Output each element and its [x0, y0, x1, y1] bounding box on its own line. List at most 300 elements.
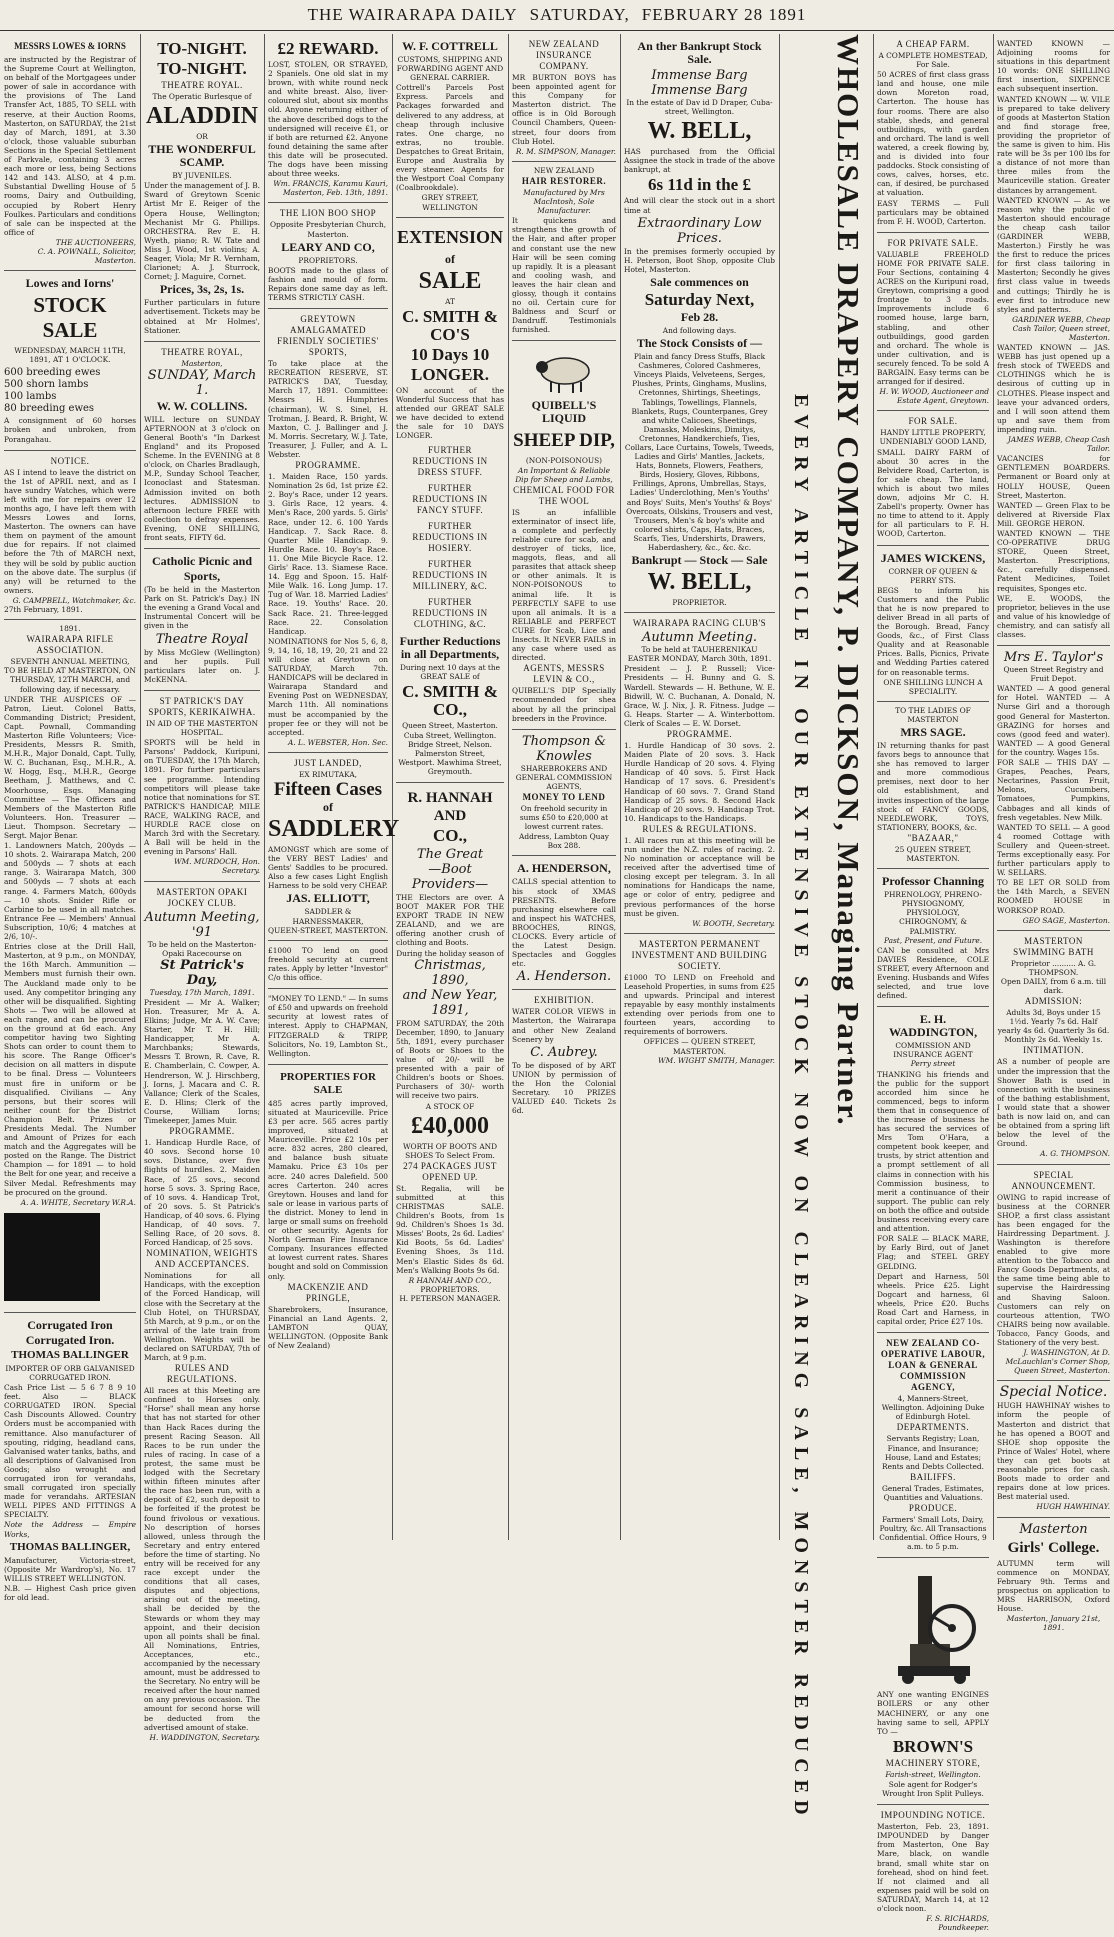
thompson-knowles-ad: [512, 730, 616, 857]
ad-heading: Immense Barg: [651, 68, 748, 83]
ad-signature: HUGH HAWHINAY.: [1036, 1502, 1110, 1512]
ad-heading: A. HENDERSON,: [517, 861, 611, 876]
ad-body: £1000 TO LEND on Freehold and Leasehold Properties, in sums from £25 and upwards. Principal and interest repayable by easy monthly instalments extending over periods from one to fourteen years, according to requirements of borrowers.: [624, 972, 775, 1037]
ink-blot: [4, 1213, 100, 1301]
ad-body: 1. Hurdle Handicap of 30 sovs. 2. Maiden Plate of 20 sovs. 3. Hack Hurdle Handicap of 20 sovs. 4. Flying Handicap of 40 sovs. 5. First Hack Handicap of 17 sovs. 6. President's Handicap of 60 sovs. 7. Grand Stand Handicap of 25 sovs. 8. Second Hack Handicap of 20 sovs. 9. Handicap Trot. 10. Handicaps to the Handicaps.: [624, 741, 775, 823]
ad-subheading: Masterton,: [181, 358, 223, 368]
cheap-farm-ad: [877, 34, 989, 233]
extension-sale-ad: [396, 218, 504, 783]
ad-heading: SADDLERY: [268, 816, 400, 842]
column-4: [392, 34, 508, 1540]
lowes-iorns-sale-ad: [4, 34, 136, 271]
ad-signature: H. PETERSON MANAGER.: [399, 1293, 501, 1303]
ad-subheading: IN AID OF THE MASTERTON HOSPITAL.: [145, 718, 259, 738]
ad-subheading: EX RIMUTAKA,: [298, 769, 358, 779]
ad-heading: PROPERTIES FOR SALE: [280, 1070, 376, 1096]
ad-subheading: The Operatic Burlesque of: [152, 92, 252, 101]
bankrupt-stock-ad: [624, 34, 775, 613]
ad-subheading: DEPARTMENTS.: [896, 1422, 970, 1433]
ad-body: FOR SALE — THIS DAY — Grapes, Peaches, Pears, Nectarines, Passion Fruit, Melons, Cucumbers, Tomatoes, Pumpkins, Cabbages and all kinds of fresh vegetables. New Milk.: [997, 758, 1110, 822]
browns-machinery-ad: [877, 1558, 989, 1805]
ad-signature: JAMES WEBB, Cheap Cash Tailor.: [1007, 435, 1110, 454]
ad-heading: Autumn Meeting, '91: [144, 909, 260, 940]
ad-heading: TO-NIGHT.: [157, 59, 247, 78]
masthead-date: FEBRUARY 28 1891: [641, 5, 807, 24]
ad-heading: E. H. WADDINGTON,: [888, 1012, 978, 1040]
ad-heading: The Great: [416, 847, 484, 862]
ad-body: Under the management of J. B. Sward of Greytown Scenic Artist Mr E. Reiger of the Opera House, Wellington; Mechanist Mr G. Phillips. ORCHESTRA. Rev E. H. Wyeth, piano; R. W. Tate and Miss J. Wood, 1st violins; A. Seager, Viola; Mr R. Vernham, Clarionet; A. J. Sturrock, Cornet; J. Maguire, Cornet.: [144, 181, 260, 282]
hair-restorer-ad: [512, 162, 616, 342]
ad-body: WANTED — Green Flax to be delivered at Riverside Flax Mill. GEORGE HERON.: [997, 500, 1110, 528]
ad-date: EASTER MONDAY, March 30th, 1891.: [627, 654, 772, 664]
ad-heading: TO-NIGHT.: [157, 39, 247, 58]
ad-body: are instructed by the Registrar of the Supreme Court at Wellington, on behalf of the Mortgagees under power of sale in accordance with the provisions of The Land Transfer Act, 1885, TO SELL with reserve, at their Auction Rooms, Masterton, on SATURDAY, the 21st day of March, 1891, at 3.30 o'clock, those valuable suburban Sections in the Special Settlement of Parkvale, containing 3 acres each more or less, being Sections 142 and 143. ALSO, at 4 p.m. Substantial Dwelling House of 5 rooms, Dairy and Outbuilding, occupied by Robert Henry Foulkes. Particulars and conditions of sale can be inspected at the office of: [4, 55, 137, 237]
ad-heading: Girls' College.: [1007, 1539, 1100, 1556]
ad-heading: C. SMITH & CO'S: [402, 306, 498, 344]
ad-body: TO BE LET OR SOLD from the 14th March, a SEVEN ROOMED HOUSE in WORKSOP ROAD.: [997, 878, 1110, 915]
ad-heading: THEATRE ROYAL,: [161, 346, 243, 357]
ad-subheading: INTIMATION.: [1023, 1045, 1084, 1056]
vertical-banner-secondary: [779, 34, 823, 1822]
ad-body: To take place at the RECREATION RESERVE, ST. PATRICK'S DAY, Tuesday, March 17, 1891. Committee: Messrs H. Humphries (chairman), W. S. Sinel, H. Trotman, J. Beard, R. Bright, W. Maxton, C. J. Ballinger and J. M. Morris. Secretary, W. J. Tate, Treasurer, J. Fuller, and A. L. Webster.: [268, 359, 388, 459]
ad-subheading: PROGRAMME.: [169, 1126, 235, 1137]
ad-body: HAS purchased from the Official Assignee the stock in trade of the above bankrupt, at: [624, 147, 775, 175]
ad-heading: —Boot Providers—: [411, 862, 489, 892]
ad-heading: of: [323, 800, 333, 814]
ad-subheading: PROPRIETORS.: [298, 255, 358, 265]
column-2: [140, 34, 264, 1742]
nz-insurance-ad: [512, 34, 616, 162]
ad-heading: EXTENSION: [396, 226, 504, 247]
ad-subheading: And following days.: [662, 325, 737, 335]
ad-signature: H. W. WOOD, Auctioneer and Estate Agent, Greytown.: [879, 387, 989, 406]
ad-body: On freehold security in sums £50 to £20,000 at lowest current rates.: [519, 803, 609, 832]
professor-channing-ad: [877, 869, 989, 1007]
money-to-lend-ad: [268, 989, 388, 1065]
ad-body: NOMINATIONS for Nos 5, 6, 8, 9, 14, 16, 18, 19, 20, 21 and 22 will close at Greytown on SATURDAY, March 7th. HANDICAPS will be declared in Wairarapa Standard and Evening Post on WEDNESDAY, March 11th. All nominations must be accompanied by the proper fee or they will not be accepted.: [268, 636, 388, 737]
ad-body: 1. Landowners Match, 200yds — 10 shots. 2. Wairarapa Match, 200 and 500yds — 7 shots at each range. 3. Wairarapa Match, 300 and 500yds — 7 shots at each range. 4. Farmers Match, 600yds — 10 shots. Snider Rifle or Carbine to be used in all matches. Entrance Fee — Members' Annual Subscription, 10/6; 4 matches at 2/6, 10/-.: [4, 841, 136, 942]
ad-address: 4, Manners-Street, Wellington. Adjoining Duke of Edinburgh Hotel.: [881, 1394, 985, 1422]
stock-sale-ad: [4, 271, 136, 450]
ad-body: 485 acres partly improved, situated at Mauriceville. Price £3 per acre. 565 acres partly improved, situated at Mauriceville. Price £2 10s per acre. 832 acres, 280 cleared, and balance bush situate Mamaku. Price £3 10s per acre. 240 acres Dalefield. 500 acres Carterton. 240 acres Greytown. Houses and land for sale or lease in various parts of the district. Money to lend in large or small sums on freehold or other security. Agents for North German Fire Insurance Company. Insurances effected at lowest current rates. Shares bought and sold on Commission only.: [268, 1098, 388, 1281]
ad-heading: MRS SAGE.: [900, 725, 966, 739]
ad-heading: R. HANNAH AND: [407, 790, 493, 824]
ad-subheading: During next 10 days at the GREAT SALE of: [399, 663, 501, 682]
girls-college-ad: [997, 1518, 1110, 1638]
ad-body: FOR SALE — BLACK MARE, by Early Bird, out of Janet Flag; and STEEL GREY GELDING.: [877, 1234, 989, 1271]
ad-subheading: Open DAILY, from 6 a.m. till dark.: [1000, 976, 1107, 995]
ad-body: VACANCIES for GENTLEMEN BOARDERS. Permanent or Board only at HOLLY HOUSE, Queen Street, Masterton.: [997, 454, 1110, 500]
ad-heading: THE WONDERFUL SCAMP.: [148, 142, 256, 170]
ad-body: IN returning thanks for past favors begs to announce that she has removed to larger and more commodious premises, next door to her old establishment, and invites inspection of the large stock of FANCY GOODS, NEEDLEWORK, TOYS, STATIONERY, BOOKS, &c.: [877, 741, 989, 832]
ad-heading: EXHIBITION.: [534, 995, 594, 1006]
ad-body: Cottrell's Parcels Post Express. Parcels and Packages forwarded and delivered to any address, at cheap through inclusive rates. One charge, no extras, no trouble. Despatches to Great Britain, Europe and Australia by every steamer. Agents for the Westport Coal Company (Coalbrookdale).: [396, 83, 504, 193]
vertical-text: WHOLESALE DRAPERY COMPANY, P. DICKSON, Managing Partner.: [831, 34, 866, 1127]
ad-body: A consignment of 60 horses broken and unbroken, from Porangahau.: [4, 416, 136, 444]
ad-date: Tuesday, 17th March, 1891.: [149, 987, 255, 997]
greytown-sports-ad: [268, 309, 388, 753]
ad-subheading: HANDY LITTLE PROPERTY,: [880, 428, 986, 438]
ad-subheading: To be held at TAUHERENIKAU: [641, 645, 758, 655]
ad-signature: A. A. WHITE, Secretary W.R.A.: [20, 1197, 136, 1207]
ad-heading: SUNDAY, March 1.: [147, 367, 257, 398]
mrs-sage-ad: [877, 702, 989, 869]
ad-heading: Corrugated Iron: [27, 1317, 113, 1332]
ad-body: ON account of the Wonderful Success that has attended our GREAT SALE we have decided to extend the sale for 10 DAYS LONGER.: [396, 385, 504, 441]
ad-signature: GEO SAGE, Masterton.: [1022, 915, 1110, 925]
ad-heading: Special Notice.: [999, 1384, 1108, 1401]
ad-body: VALUABLE FREEHOLD HOME FOR PRIVATE SALE. Four Sections, containing 4 ACRES on the Kuripuni road, Greytown, comprising a good frontage to 3 roads. Improvements include 6 roomed house, large barn, stabling, and other outbuildings, good garden and orchard. The whole is under cultivation, and is securely fenced. To be sold A BARGAIN. Easy terms can be arranged for if desired.: [877, 249, 989, 387]
ad-heading: An ther Bankrupt Stock Sale.: [637, 39, 762, 66]
ad-heading: NEW ZEALAND INSURANCE COMPANY.: [528, 39, 600, 71]
ad-body: WANTED — A good general for Hotel. WANTED — A Nurse Girl and a thorough good General for Masterton. GRAZING for horses and cows (good feed and water). WANTED — A good General for the country. Wages 15s.: [997, 684, 1110, 757]
ad-signature: Wm. FRANCIS, Karamu Kauri, Masterton, Feb. 13th, 1891.: [273, 179, 388, 198]
ad-body: Further particulars in future advertisement. Tickets may be obtained at Mr Holmes', Stationer.: [144, 298, 260, 335]
ad-heading: STOCK SALE: [33, 293, 107, 343]
ad-heading: JAMES WICKENS,: [880, 550, 986, 565]
ad-body: WANTED KNOWN — JAS. WEBB has just opened up a fresh stock of TWEEDS and CLOTHINGS which he is desirous of cutting up in CLOTHES. Please inspect and leave your advanced orders, and I will soon attend them up and save them from impending ruin.: [997, 343, 1110, 434]
ad-subheading: ADMISSION:: [1024, 996, 1083, 1007]
nz-cooperative-ad: [877, 1333, 989, 1558]
cottrell-ad: [396, 34, 504, 218]
ad-body: Farmers' Small Lots, Dairy, Poultry, &c. All Transactions Confidential. Office Hours, 9 a.m. to 5 p.m.: [879, 1515, 987, 1552]
ad-body: CALLS special attention to his stock of XMAS PRESENTS. Before purchasing elsewhere call and inspect his WATCHES, BROOCHES, RINGS, CLOCKS. Every article of the Latest Design. Spectacles and Goggles etc.: [512, 877, 616, 969]
ad-body: 50 ACRES of first class grass land and house, one mile down Moreton road, Carterton. The house has four rooms. There are also stable, sheds, and general outbuildings, with garden and orchard. The land is well watered, a creek flowing by, and is divided into four paddocks. Stock consisting of cows, calves, horses, etc. can, if desired, be purchased at valuation.: [877, 70, 989, 198]
ad-body: All races at this Meeting are confined to Horses only. "Horse" shall mean any horse that has not started for other than Hack Races during the present Racing Season. All Races to be run under the rules of racing. In case of a protest, the same must be lodged with the Secretary within fifteen minutes after the race has been run, with a deposit of £2, such deposit to be forfeited if the protest be found frivolous or vexatious. No description of horses allowed, unless through the Secretary and entry entered before the time of starting. No entry will be received for any race except under the conditions that all cases, disputes and objections, arising out of the meeting, shall be decided by the Stewards or whom they may appoint, and their decision upon all points shall be final. All Nominations, Entries, Acceptances, etc., accompanied by the necessary amount, must be addressed to the Secretary. No entry will be received after the hour named on any previous occasion. The amount for second horse will be deducted from the advertised amount of stake.: [144, 1386, 260, 1732]
ad-address: Queen Street, Masterton. Cuba Street, Wellington. Bridge Street, Nelson. Palmerston Street, Westport. Mawhima Street, Greymouth.: [398, 721, 502, 776]
ad-heading: Extraordinary Low Prices.: [637, 215, 762, 246]
column-9: [993, 34, 1114, 1633]
ad-subheading: CORNER OF QUEEN & PERRY STS.: [888, 566, 978, 585]
wanted-ads: [997, 34, 1110, 646]
ad-heading: MONEY TO LEND: [522, 791, 606, 802]
ad-heading: Autumn Meeting.: [641, 630, 758, 646]
ad-subheading: Manufactured by Mrs MacIntosh, Sole Manufacturer.: [523, 187, 605, 216]
ad-body: St. Regalia, will be submitted at this CHRISTMAS SALE. Children's Boots, from 1s 9d. Children's Shoes 1s 3d. Misses' Boots, 2s 6d. Ladies' Kid Boots, 5s 6d. Ladies' Evening Shoes, 3s 11d. Men's Elastic Sides 8s 6d. Men's Walking Boots 9s 6d.: [396, 1183, 504, 1275]
wickens-bakery-ad: [877, 546, 989, 702]
impounding-notice-ad: [877, 1805, 989, 1937]
ad-body: In the premises formerly occupied by H. Peterson, Boot Shop, opposite Club Hotel, Masterton.: [624, 246, 775, 274]
ad-subheading: Queen Street Registry and Fruit Depot.: [1003, 665, 1104, 684]
ad-heading: Mrs E. Taylor's: [1003, 650, 1104, 666]
ad-subheading: In the estate of Dav id D Draper, Cuba-street, Wellington.: [626, 98, 773, 117]
ad-heading: W. BELL,: [647, 118, 752, 145]
ad-subheading: SEVENTH ANNUAL MEETING, TO BE HELD AT MASTERTON, ON THURSDAY, 12TH MARCH, and following day, if necessary.: [4, 657, 136, 694]
ad-heading: MACKENZIE AND PRINGLE,: [287, 1281, 369, 1303]
reduction-line: FURTHER REDUCTIONS IN FANCY STUFF.: [412, 483, 488, 516]
building-society-ad: [624, 934, 775, 1070]
ad-heading: Saturday Next,: [644, 289, 755, 309]
ad-heading: CO.,: [433, 826, 467, 845]
ad-heading: SPECIAL ANNOUNCEMENT.: [1011, 1169, 1096, 1191]
ad-subheading: An Important & Reliable Dip for Sheep and Lambs,: [515, 465, 613, 484]
ad-subheading: AGENTS, MESSRS LEVIN & CO.,: [523, 663, 605, 685]
ad-body: N.B. — Highest Cash price given for old lead.: [4, 1583, 136, 1602]
ad-body: IS an infallible exterminator of insect life, a complete and perfectly reliable cure for scab, and destroyer of ticks, lice, maggots, fleas, and all parasites that attack sheep or other animals. It is NON-POISONOUS to animal life. It is PERFECTLY SAFE to use upon all animals. It is a RELIABLE and PERFECT CURE for Scab, Lice and Insects. It NEVER FAILS in any case where used as directed.: [512, 507, 616, 663]
steam-engine-illustration: [888, 1566, 978, 1686]
column-3: [264, 34, 400, 1540]
ad-heading: C. Aubrey.: [530, 1044, 598, 1060]
stock-line: 500 shorn lambs: [4, 379, 89, 391]
ad-heading: MASTERTON OPAKI JOCKEY CLUB.: [156, 886, 248, 908]
ad-signature: G. CAMPBELL, Watchmaker, &c.: [12, 595, 136, 605]
ad-heading: IMPOUNDING NOTICE.: [880, 1810, 986, 1821]
ad-body: "MONEY TO LEND." — In sums of £50 and upwards on freehold security at lowest rates of interest. Apply to CHAPMAN, FITZGERALD & TRIPP, Solicitors, No. 19, Lambton St., Wellington.: [268, 994, 388, 1058]
ad-body: To be disposed of by ART UNION by permission of the Hon the Colonial Secretary. 10 PRIZES VALUED £40. Tickets 2s 6d.: [512, 1060, 616, 1116]
ad-subheading: Proprietor .......... A. G. THOMPSON.: [1010, 958, 1097, 977]
ad-body: President — Mr A. Walker; Hon. Treasurer, Mr A. A. Elkins; Judge, Mr A. W. Cave; Starter, Mr T. H. Hill; Handicapper, Mr A. Marchbanks; Stewards, Messrs T. Brown, R. Cave, R. E. Chamberlain, C. Cowper, A. Hendrerson, W. J. Hirschberg, J. Iorns, J. Macara and C. R. Vallance; Clerk of the Scales, E. D. Hlins; Clerk of the Course, William Iorns; Timekeeper, James Muir.: [144, 997, 260, 1126]
ad-heading: NEW ZEALAND CO-OPERATIVE LABOUR, LOAN & GENERAL COMMISSION AGENCY,: [880, 1338, 986, 1393]
ad-heading: The Stock Consists of —: [636, 336, 763, 351]
ad-heading: "BAZAAR,": [907, 832, 959, 843]
stock-line: 600 breeding ewes: [4, 367, 101, 379]
ad-signature: C. A. POWNALL, Solicitor, Masterton.: [37, 246, 136, 266]
ad-heading: Bankrupt — Stock — Sale: [631, 553, 768, 568]
ad-subheading: ONE SHILLING LUNCH A SPECIALITY.: [883, 677, 983, 696]
ad-body: Sole agent for Rodger's Wrought Iron Split Pulleys.: [882, 1779, 984, 1799]
ad-body: FROM SATURDAY, the 20th December, 1890, to January 5th, 1891, every purchaser of Boots or Shoes to the value of 20/- will be presented with a pair of Children's boots or Shoes. Purchasers of 30/- worth will receive two pairs.: [396, 1018, 504, 1101]
ad-date: 27th February, 1891.: [4, 605, 83, 615]
waddington-ad: [877, 1007, 989, 1333]
ad-heading: Corrugated Iron.: [25, 1332, 115, 1347]
ad-body: AUTUMN term will commence on MONDAY, February 9th. Terms and prospectus on application to MRS HARRISON, Oxford House.: [997, 1558, 1110, 1613]
ad-body: And will clear the stock out in a short time at: [624, 196, 775, 215]
corrugated-iron-ad: [4, 1313, 136, 1608]
column-6: [620, 34, 779, 1540]
saddlery-ad: [268, 753, 400, 941]
ad-subheading: IMPORTER OF ORB GALVANISED CORRUGATED IRON.: [5, 1363, 135, 1382]
ad-heading: Sale commences on: [650, 274, 749, 289]
ad-body: THE Electors are over. A BOOT MAKER FOR THE EXPORT TRADE IN NEW ZEALAND, and we are offering another crush of clothing and Boots.: [396, 893, 504, 948]
ad-subheading: PHRENOLOGY, PHRENO-PHYSIOGNOMY, PHYSIOLOGY, CHIROGNOMY, & PALMISTRY.: [884, 890, 982, 936]
ad-heading: C. SMITH & CO.,: [402, 682, 498, 720]
ad-body: by Miss McGlew (Wellington) and her pupils. Full particulars later on. J. McKENNA.: [144, 647, 260, 684]
ad-body: (To be held in the Masterton Park on St. Patrick's Day.) IN the evening a Grand Vocal and Instrumental Concert will be given in the: [144, 585, 260, 631]
hannah-boots-ad: [396, 783, 504, 1308]
ad-body: BEGS to inform his Customers and the Public that he is now prepared to deliver Bread in all parts of the Borough. Bread, Fancy Goods, &c., of First Class Quality and at Reasonable Prices. Balls, Picnics, Private and Wedding Parties catered for on reasonable terms.: [877, 585, 989, 677]
ad-address: Address, Lambton Quay Box 288.: [519, 832, 609, 851]
ad-subheading: PROPRIETOR.: [672, 598, 727, 608]
ad-body: £1000 TO lend on good freehold security at current rates. Apply by letter "Investor" C/o this office.: [268, 945, 388, 983]
ad-body: AS I intend to leave the district on the 1st of APRIL next, and as I have sundry Watches, which were left with me for repairs over 12 months ago, I have left them with Messrs Lowes and Iorns, Masterton. The owners can have them on payment of the amount due for repairs. If not claimed before the 7th of MARCH next, they will be sold by public auction on the above date. The surplus (if any) will be returned to the owners.: [4, 467, 136, 595]
ad-heading: A CHEAP FARM.: [896, 39, 970, 49]
ad-heading: W. W. COLLINS.: [156, 398, 248, 413]
reduction-line: FURTHER REDUCTIONS IN DRESS STUFF.: [412, 445, 488, 478]
ad-body: 1. Handicap Hurdle Race, of 40 sovs. Second horse 10 sovs. Distance, over five flights of hurdles. 2. Maiden Race, of 25 sovs., second horse 5 sovs. 3. Spring Race, of 10 sovs. 4. Handicap Trot, of 20 sovs. 5. St Patrick's Handicap, of 40 sovs. 6. Flying Handicap, of 40 sovs. 7. Selling Race, of 20 sovs. 8. Forced Handicap, of 25 sovs.: [144, 1138, 260, 1248]
catholic-picnic-ad: [144, 549, 260, 691]
ad-body: WILL lecture on SUNDAY AFTERNOON at 3 o'clock on General Booth's "In Darkest England" and its Proposed Scheme. In the EVENING at 8 o'clock, on Charles Bradlaugh, M.P., Sunday School Teacher, Iconoclast and Statesman. Admission invited on both lectures. ADMISSION to afternoon lecture FREE with collection to defray expenses. Evening, ONE SHILLING, front seats, FIFTY 6d.: [144, 414, 260, 542]
ad-heading: Sports,: [183, 569, 221, 584]
ad-subheading: COMMISSION AND INSURANCE AGENT: [893, 1041, 973, 1060]
ad-subheading: UNDENIABLY GOOD LAND,: [879, 437, 987, 447]
ad-body: SMALL DAIRY FARM of about 30 acres in the Belvidere Road, Carterton, is for sale cheap. The land, which is about two miles down, adjoins Mr C. H. Zabell's property. Owner has no time to attend to it. Apply for all particulars to F. H. WOOD, Carterton.: [877, 447, 989, 539]
ad-body: 1. Maiden Race, 150 yards. Nomination 2s 6d, 1st prize £2. 2. Boy's Race, under 12 years. 3. Girls Race, 12 years. 4. Men's Race, 200 yards. 5. Girls' Race, under 12. 6. 100 Yards Handicap. 7. Sack Race. 8. Quarter Mile Handicap. 9. Hurdle Race. 10. Boy's Race. 11. One Mile Bicycle Race. 12. Girls' Race. 13. Siamese Race. 14. Egg and Spoon. 15. Half-Mile Walk. 16. Long Jump. 17. Tug of War. 18. Married Ladies' Race. 19. Youths' Race. 20. Sack Race. 21. Three-legged Race. 22. Consolation Handicap.: [268, 472, 388, 636]
wairarapa-racing-ad: [624, 613, 775, 934]
reward-ad: [268, 34, 388, 203]
ad-body: President — J. P. Russell; Vice-Presidents — H. Bunny and G. S. Wardell. Stewards — H. Bethune, W. E. Bidwill, W. C. Buchanan, A. Donald, N. Grace, W. J. Nix, J. R. Fitness. Judge — G. Heaps. Starter — A. Winterbottom. Clerk of Scales — E. W. Dorset.: [624, 664, 775, 728]
ad-heading: W. F. COTTRELL: [402, 39, 498, 53]
ad-address: GREY STREET, WELLINGTON: [421, 193, 479, 212]
ad-subheading: OR: [196, 132, 208, 142]
sheep-dip-ad: [512, 341, 616, 729]
column-1: [0, 34, 140, 1602]
ad-subheading: (NON-POISONOUS): [525, 456, 603, 466]
ad-signature: J. WASHINGTON, At D. McLauchlan's Corner Shop, Queen Street, Masterton.: [1005, 1348, 1110, 1376]
ad-body: ANY one wanting ENGINES BOILERS or any other MACHINERY, or any one having same to sell, APPLY TO —: [877, 1690, 989, 1736]
handy-property-ad: [877, 411, 989, 545]
ad-year: 1891.: [59, 624, 81, 634]
aladdin-ad: [144, 34, 260, 342]
ad-heading: ALADDIN: [145, 103, 258, 130]
ad-heading: JUST LANDED,: [294, 757, 362, 768]
ad-heading: HAIR RESTORER.: [521, 175, 607, 186]
ad-heading: LEARY AND CO,: [281, 239, 375, 254]
ad-body: UNDER THE AUSPICES OF — Patron, Lieut. Colonel Batts, Commanding District; President, Capt. Pownall, Commanding Masterton Rifle Volunteers; Vice-Presidents, Messrs R. Smith, M.H.R., Major Donald, Capt. Tully, W. C. Buchanan, Esq., M.H.R., A. W. Hogg, Esq., M.H.R., George Beetham, J. Matthews, and C. Moorhouse, Esqs. Managing Committee — The Officers and Members of the Masterton Rifle Volunteers. Hon. Treasurer — Lieut. Thompson. Secretary — Sergt. Major Benar.: [4, 694, 136, 840]
ad-heading: THOMAS BALLINGER: [11, 1348, 129, 1361]
ad-body: WE, E. WOODS, the proprietor, believes in the use and value of his knowledge of chemistry, and can satisfy all classes.: [997, 593, 1110, 639]
special-announcement-ad: [997, 1165, 1110, 1382]
ad-heading: WAIRARAPA RIFLE ASSOCIATION.: [26, 634, 114, 656]
exhibition-ad: [512, 990, 616, 1121]
ad-body: WANTED KNOWN — As we reason why the public of Masterton should encourage the cheap cash tailor (GARDINER WEBB, Masterton.) Firstly he was the first to reduce the prices for first class tailoring in Masterton; Secondly he gives first class value in tweeds and cuttings; Thirdly he is ever first to introduce new styles and patterns.: [997, 195, 1110, 314]
ad-heading: Feb 28.: [680, 309, 719, 324]
swimming-bath-ad: [997, 931, 1110, 1165]
ad-body: Depart and Harness, 50l wheels. Price £25. Light Dogcart and harness, 6l wheels, Price £20. Buchs Road Cart and Harness, in capital order, Price £27 10s.: [877, 1271, 989, 1327]
masthead: [0, 0, 1114, 31]
ad-heading: Masterton: [1019, 1521, 1088, 1537]
vertical-banner-primary: [823, 34, 873, 1540]
ad-subheading: TO THE LADIES OF MASTERTON: [895, 705, 971, 724]
ad-body: It quickens and strengthens the growth of the Hair, and after proper and constant use the new Hair will be seen coming up rapidly. It is a pleasant and cooling wash, and leaves the hair clean and glossy, though it contains no oil. Certain cure for Baldness and Scurf or Dandruff. Testimonials furnished.: [512, 216, 616, 335]
ad-subheading: SHAREBROKERS AND GENERAL COMMISSION AGENTS,: [515, 763, 613, 791]
ad-body: WANTED KNOWN — W. VILE is prepared to take delivery of goods at Masterton Station and find storage free, providing the proprietor of the same is given to him. His rate will be 3s per 100 lbs for a distance of not more than three miles from the Mauriceville station. Greater distances by arrangement.: [997, 94, 1110, 195]
ad-subheading: To be held on the Masterton-Opaki Racecourse on: [147, 939, 257, 958]
rifle-association-ad: [4, 620, 136, 1313]
ad-address: 25 QUEEN STREET, MASTERTON.: [894, 844, 972, 864]
ad-subheading: MACHINERY STORE,: [885, 1757, 981, 1768]
ad-subheading: WORTH OF BOOTS AND SHOES To Select From.: [402, 1141, 498, 1160]
ad-body: Note the Address — Empire Works,: [4, 1520, 136, 1539]
ad-signature: R HANNAH AND CO.,: [408, 1275, 492, 1285]
collins-lecture-ad: [144, 342, 260, 549]
ad-heading: £40,000: [411, 1112, 489, 1139]
ad-body: Entries close at the Drill Hall, Masterton, at 9 p.m., on MONDAY, the 16th March. Ammunition — Members must furnish their own. The Auckland made only to be used. Any competitor bringing any other will be disqualified. Sighting Shots — Two will be allowed at each range, and can be procured on the ground at 6d each. Any competitor having two Sighting Shots can order to count them to his score. The Range Officer's decision on all matters in dispute to be final. Dress — Volunteers must fire in uniform or be disqualified. Civilians — Any persons, but their scores will neither count for the District Champion Belt. Prizes or Presidents Medal. The Number and Amount of Prizes for each match and the Aggregates will be posted on the Range. The District Champion — for 1891 — to hold the Belt for one year, and receive a Silver Medal. Refreshments may be procured on the ground.: [4, 942, 136, 1197]
ad-heading: St Patrick's Day,: [160, 957, 244, 988]
private-sale-ad: [877, 233, 989, 412]
ad-heading: Fifteen Cases: [273, 779, 383, 800]
ad-subheading: THEATRE ROYAL.: [161, 80, 243, 90]
ad-subheading: During the holiday season of: [396, 948, 504, 958]
ad-subheading: PROGRAMME.: [295, 460, 361, 471]
column-8: [873, 34, 993, 1933]
ad-signature: W. BOOTH, Secretary.: [692, 918, 775, 928]
ad-body: 1. All races run at this meeting will be run under the N.Z. rules of racing. 2. No nomination or acceptance will be received after the advertised time of closing except per telegram. 3. In all nominations for Handicaps the name, age or color of entry, pedigree and previous performances of the horse must be given.: [624, 835, 775, 918]
ad-body: WANTED KNOWN — THE CO-OPERATIVE DRUG STORE, Queen Street, Masterton. Prescriptions, &c., carefully dispensed. Patent Medicines, Toilet requisites, Sponges etc.: [997, 528, 1110, 593]
ad-body: WANTED TO SELL — A good 4 roomed Cottage with Scullery and Queen-street. Terms exceptionally easy. For further particulars apply to W. SELLARS.: [997, 822, 1110, 878]
ad-subheading: PRODUCE.: [908, 1503, 958, 1513]
henderson-ad: [512, 856, 616, 990]
ad-subheading: AT: [445, 296, 455, 306]
ad-subheading: 274 PACKAGES JUST OPENED UP.: [403, 1160, 497, 1182]
ad-subheading: BY JUVENILES.: [172, 171, 232, 181]
ad-address: Perry street: [910, 1059, 956, 1069]
ad-body: THANKING his friends and the public for the support accorded him since he commenced, begs to inform them that in consequence of the increase of business he has secured the services of Mrs Tom O'Hara, a competent book keeper, and trusts, by strict attention and a prompt settlement of all claims in connection with his Commission business, to merit a continuance of their support. The public can rely on both the office and outside business receiving every care and attention.: [877, 1069, 989, 1234]
ad-body: WANTED KNOWN — Adjoining rooms for situations in this department 10 words: ONE SHILLING first insertion, SIXPENCE each subsequent insertion.: [997, 39, 1110, 94]
st-patrick-sports-ad: [144, 691, 260, 882]
ad-subheading: RULES & REGULATIONS.: [642, 823, 757, 834]
ad-heading: A. Henderson.: [516, 969, 612, 985]
stock-line: 80 breeding ewes: [4, 403, 95, 415]
ad-date: Masterton, January 21st, 1891.: [1006, 1614, 1101, 1633]
ad-heading: THOMAS BALLINGER,: [9, 1540, 131, 1553]
taylor-registry-ad: [997, 646, 1110, 931]
ad-subheading: A COMPLETE HOMESTEAD, For Sale.: [878, 51, 988, 70]
ad-body: Adults 3d, Boys under 15 1½d. Yearly 7s 6d. Half yearly 4s 6d. Quarterly 3s 6d. Monthly 2s 6d. Weekly 1s.: [997, 1008, 1110, 1045]
ad-body: LOST, STOLEN, OR STRAYED, 2 Spaniels. One old slat in my brown, with white round neck and white breast. Also, liver-coloured slut, about six months old. Anyone returning either of the above described dogs to the undersigned will receive £1, or if both are returned £2. Anyone found detaining the same after this date will be prosecuted. The dogs have been missing about three weeks.: [268, 60, 388, 179]
ad-signature: A. G. THOMPSON.: [1040, 1149, 1110, 1159]
ad-body: AMONGST which are some of the VERY BEST Ladies' and Gents' Saddles to be procured. Also a few cases Light English Harness to be sold very CHEAP.: [268, 845, 388, 891]
ad-body: Plain and fancy Dress Stuffs, Black Cashmeres, Colored Cashmeres, Vinceys Plaids, Velveteens, Serges, Plushes, Prints, Ginghams, Muslins, Cretonnes, Shirtings, Sheetings, Tablings, Towellings, Flannels, Blankets, Rugs, Counterpanes, Grey and white Calicoes, Sheetings, Damasks, Moleskins, Dimitys, Cretonnes, Handkerchiefs, Ties, Collars, Lace Curtains, Towels, Tweeds, Ladies and Girls' Mantles, Jackets, Hats, Bonnets, Flowers, Feathers, Birds, Hosiery, Gloves, Ribbons, Frillings, Aprons, Umbrellas, Stays, Ladies' Underclothing, Men's Youths' and Boys' Suits, Men's Youths' & Boys' Overcoats, Oilskins, Trousers and vest, Trousers, Men's & boy's white and colored shirts, Caps, Hats, Braces, Scarfs, Ties, Undershirts, Drawers, Haberdashery, &c., &c. &c.: [624, 352, 775, 552]
ad-address: Farish-street, Wellington.: [885, 1769, 981, 1779]
properties-ad: [268, 1065, 388, 1356]
ad-body: Masterton, Feb. 23, 1891. IMPOUNDED by Danger from Masterton, One Bay Mare, black, on wandle brand, small white star on forehead, shod on hind feet. If not claimed and all expenses paid will be sold on SATURDAY, March 14, at 12 o'clock noon.: [877, 1822, 989, 1913]
ad-heading: SALE: [418, 267, 482, 294]
ad-heading: MASTERTON SWIMMING BATH: [1013, 935, 1094, 957]
ad-body: QUIBELL'S DIP Specially recommended for shea about by all the principal breeders in the Province.: [512, 686, 616, 723]
ad-prices: Prices, 3s, 2s, 1s.: [159, 282, 245, 297]
ad-heading: Christmas, 1890,: [414, 957, 486, 988]
ad-date: WEDNESDAY, MARCH 11TH, 1891, AT 1 O'CLOCK.: [14, 346, 126, 365]
ad-heading: Thompson & Knowles: [521, 733, 607, 764]
ad-body: WATER COLOR VIEWS in Masterton, the Wairarapa and other New Zealand Scenery by: [512, 1007, 616, 1044]
stock-line: 100 lambs: [4, 391, 57, 403]
ad-subheading: Opposite Presbyterian Church, Masterton.: [269, 220, 387, 239]
ad-body: Manufacturer, Victoria-street, (Opposite Mr Wardrop's), No. 17 WILLIS STREET WELLINGTON.: [4, 1555, 136, 1583]
column-5: [508, 34, 620, 1540]
ad-heading: SHEEP DIP,: [513, 430, 615, 452]
reduction-line: Further Reductions in all Departments,: [399, 634, 501, 662]
ad-body: MR BURTON BOYS has been appointed agent for this Company for Masterton district. The office is in Old Borough Council Chambers, Queen-street, four doors from Club Hotel.: [512, 73, 616, 146]
ad-subheading: NOMINATION, WEIGHTS AND ACCEPTANCES.: [146, 1248, 258, 1270]
ad-subheading: CHEMICAL FOOD FOR THE WOOL: [513, 484, 615, 506]
ad-heading: LONGER.: [411, 364, 489, 384]
lion-boot-shop-ad: [268, 203, 388, 309]
ad-heading: FOR PRIVATE SALE.: [887, 237, 979, 248]
ad-heading: MASTERTON PERMANENT INVESTMENT AND BUILDING SOCIETY.: [631, 938, 768, 971]
ad-body: General Trades, Estimates, Quantities and Valuations.: [882, 1483, 984, 1502]
ad-signature: A. L. WEBSTER, Hon. Sec.: [288, 737, 388, 747]
ad-heading: 6s 11d in the £: [648, 175, 751, 195]
ad-body: Cash Price List — 5 6 7 8 9 10 feet. Also — BLACK CORRUGATED IRON. Special Cash Discounts Allowed. Country Orders must be accompanied with remittance. Also manufacturer of spouting, ridging, headland cans, Galvanised water tanks, baths, and all descriptions of Galvanised Iron Goods; also wrought and corrugated iron for verandahs, small corrugated iron specially made for verandahs. ARTESIAN WELL PIPES AND FITTINGS A SPECIALTY.: [4, 1383, 136, 1520]
ad-heading: THE LION BOO SHOP: [279, 208, 377, 219]
ad-heading: BROWN'S: [892, 1736, 974, 1756]
masthead-title: THE WAIRARAPA DAILY: [307, 5, 518, 24]
ad-heading: WAIRARAPA RACING CLUB'S: [632, 618, 767, 629]
ad-subheading: Past, Present, and Future.: [883, 935, 983, 945]
ad-heading: QUIBELL'S LIQUID: [531, 398, 597, 426]
ad-heading: Lowes and Iorns': [25, 276, 115, 291]
ad-body: Sharebrokers, Insurance, Financial an Land Agents. 2, LAMBTON QUAY, WELLINGTON. (Opposite Bank of New Zealand): [268, 1304, 388, 1351]
ad-heading: Theatre Royal: [155, 631, 249, 647]
masthead-day: SATURDAY,: [529, 5, 630, 24]
ad-subheading: PROGRAMME.: [666, 729, 733, 740]
ad-heading: of: [445, 251, 455, 266]
loan-ad: [268, 941, 388, 989]
ad-subheading: NEW ZEALAND: [533, 165, 595, 175]
opaki-jockey-club-ad: [144, 882, 260, 1747]
watch-notice-ad: [4, 451, 136, 621]
ad-heading: £2 REWARD.: [277, 39, 379, 58]
